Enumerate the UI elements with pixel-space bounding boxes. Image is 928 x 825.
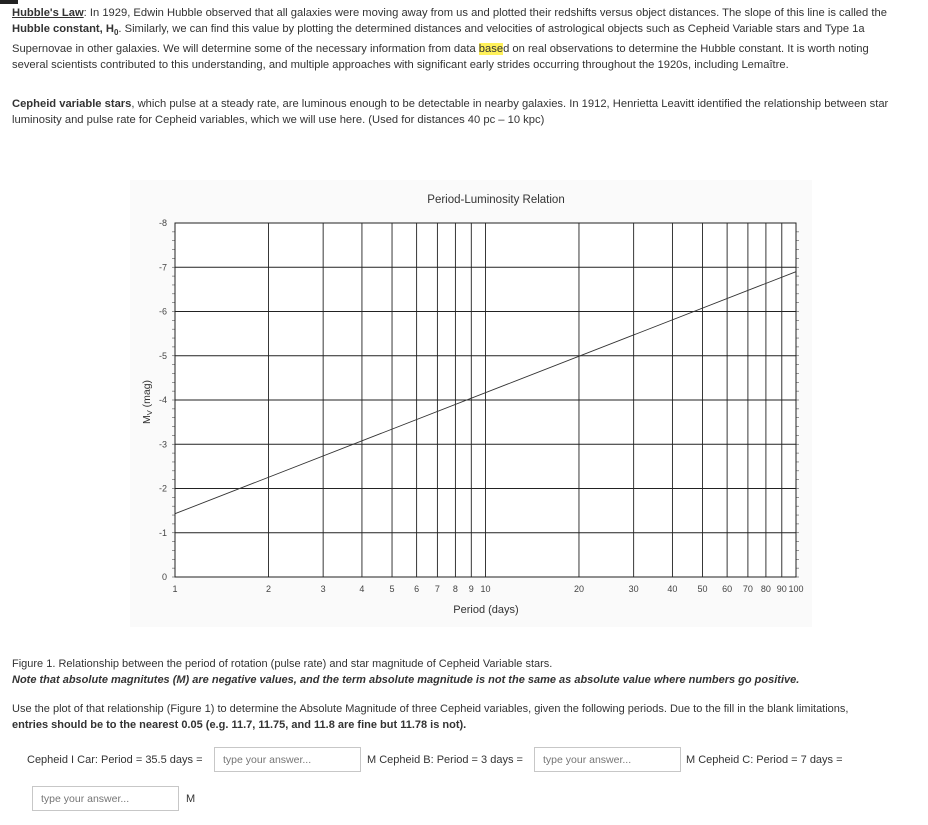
y-tick-label: -5	[158, 350, 167, 361]
x-tick-label: 30	[628, 584, 639, 594]
x-tick-label: 10	[480, 584, 491, 594]
caption-note: Note that absolute magnitutes (M) are negative values, and the term absolute magnitude is not the same as absolute value where numbers go positive.	[12, 674, 800, 686]
figure-caption: Figure 1. Relationship between the period of rotation (pulse rate) and star magnitude of Cepheid Variable stars. Note that absolute magnitutes (M) are negative values, and the term absolute magnitude is not the same as absolute value where numbers go positive.	[12, 658, 800, 686]
q3-label: M Cepheid C: Period = 7 days =	[686, 754, 843, 766]
intro-paragraph: Hubble's Law: In 1929, Edwin Hubble observed that all galaxies were moving away from us and plotted their redshifts versus object distances. The slope of this line is called the Hubble constant, $H_0$. Similarly, we can find this value by plotting the determined distances and velocities of astrological objects such as Cepheid Variable stars and Type 1a Supernovae in other galaxies. We will determine some of the necessary information from data based on real observations to determine the Hubble constant. It is worth noting several scientists contributed to this understanding, and multiple approaches with significant early strides occurring throughout the 1920s, including Lemaître.	[12, 7, 887, 72]
x-tick-label: 7	[434, 584, 440, 594]
hubble-constant-label: Hubble constant, $H_0$	[12, 23, 119, 38]
x-tick-label: 9	[468, 584, 474, 594]
x-tick-label: 4	[359, 584, 365, 594]
x-tick-label: 40	[667, 584, 678, 594]
q1-answer-input[interactable]	[214, 747, 361, 772]
x-tick-label: 6	[414, 584, 420, 594]
q2-answer-input[interactable]	[534, 747, 681, 772]
x-tick-label: 100	[788, 584, 804, 594]
chart-svg	[130, 180, 812, 627]
x-tick-label: 90	[776, 584, 787, 594]
y-tick-label: -8	[158, 218, 167, 228]
instructions: Use the plot of that relationship (Figure 1) to determine the Absolute Magnitude of three Cepheid variables, given the following periods. Due to the fill in the blank limitations, entries should be to the nearest 0.05 (e.g. 11.7, 11.75, and 11.8 are fine but 11.78 is not).	[12, 703, 849, 731]
y-tick-label: -7	[158, 262, 167, 273]
cepheid-term: Cepheid variable stars	[12, 98, 132, 110]
y-axis-label: MV (mag)	[141, 379, 154, 425]
x-axis-label: Period (days)	[453, 604, 519, 616]
corner-marker	[0, 0, 18, 4]
y-tick-label: -4	[158, 395, 167, 405]
y-tick-label: -2	[158, 483, 167, 494]
x-tick-label: 70	[742, 584, 753, 594]
y-tick-label: -3	[158, 439, 167, 450]
q2-label: M Cepheid B: Period = 3 days =	[367, 754, 523, 766]
chart-title: Period-Luminosity Relation	[427, 194, 565, 206]
x-tick-label: 3	[320, 584, 326, 594]
cepheid-paragraph: Cepheid variable stars, which pulse at a steady rate, are luminous enough to be detectable in nearby galaxies. In 1912, Henrietta Leavitt identified the relationship between star luminosity and pulse rate for Cepheid variables, which we will use here. (Used for distances 40 pc – 10 kpc)	[12, 98, 889, 126]
x-tick-label: 2	[265, 584, 271, 594]
plot-area	[159, 218, 804, 594]
x-tick-label: 50	[697, 584, 708, 594]
x-tick-label: 80	[760, 584, 771, 594]
y-tick-label: 0	[161, 572, 167, 582]
instructions-emphasis: entries should be to the nearest 0.05 (e.g. 11.7, 11.75, and 11.8 are fine but 11.78 is not).	[12, 719, 467, 731]
period-luminosity-chart	[130, 180, 812, 627]
y-tick-label: -1	[158, 527, 167, 538]
y-tick-label: -6	[158, 306, 167, 317]
x-tick-label: 1	[172, 584, 178, 594]
hubbles-law-title: Hubble's Law	[12, 7, 84, 19]
final-unit-label: M	[186, 793, 196, 805]
x-tick-label: 5	[389, 584, 395, 594]
x-tick-label: 20	[573, 584, 584, 594]
x-tick-label: 60	[722, 584, 733, 594]
x-tick-label: 8	[452, 584, 458, 594]
q3-answer-input[interactable]	[32, 786, 179, 811]
highlighted-text: base	[478, 43, 504, 56]
q1-label: Cepheid I Car: Period = 35.5 days =	[27, 754, 203, 766]
